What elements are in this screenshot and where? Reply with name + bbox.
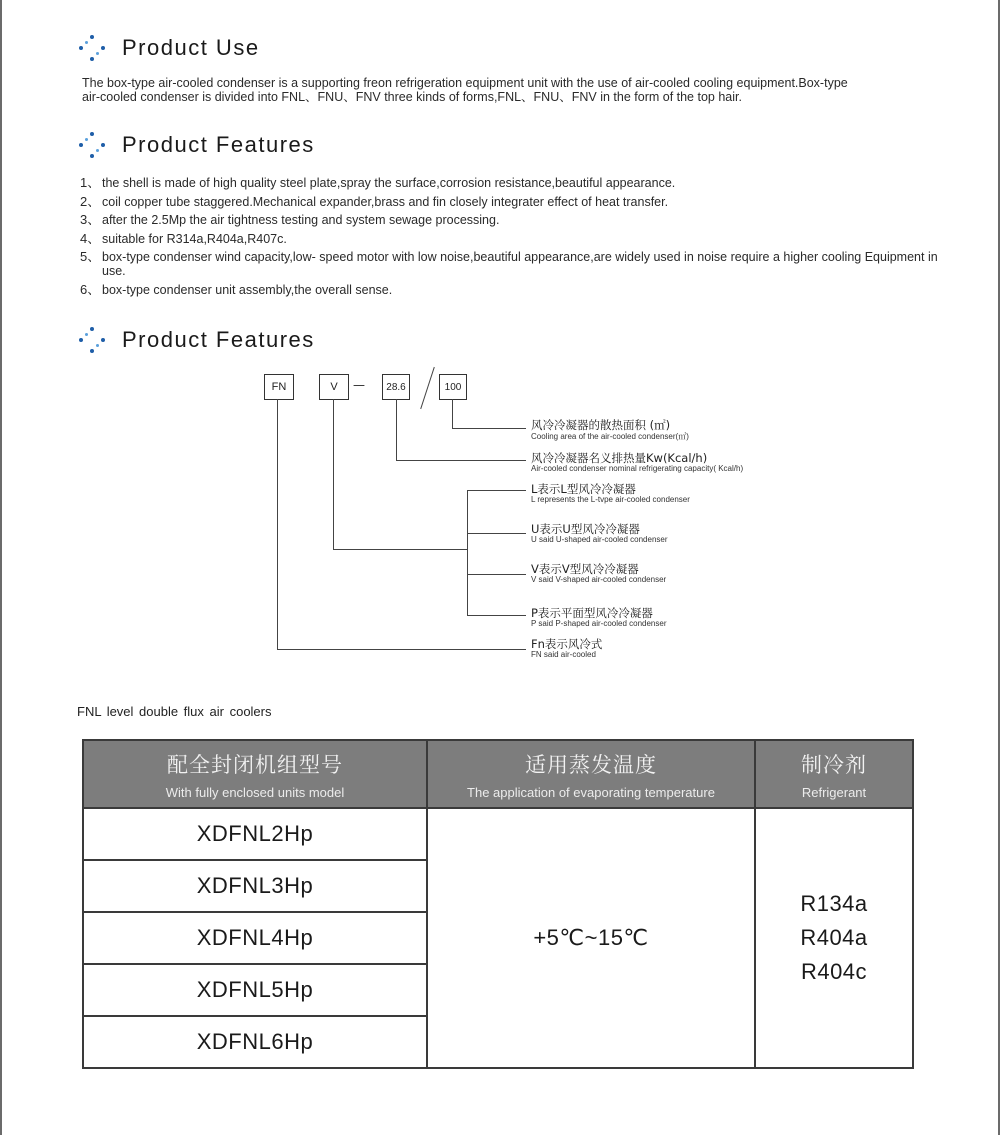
section-header-product-use [78, 34, 260, 62]
product-use-text [82, 76, 922, 104]
item-number: 4、 [80, 230, 101, 246]
connector-line [333, 549, 468, 550]
label-cn-l-type: L表示L型风冷冷凝器 [531, 482, 636, 496]
product-use-line-2: air-cooled condenser is divided into FNL、FNU、FNV three kinds of forms,FNL、FNU、FNV in the form of the top hair. [82, 90, 742, 104]
label-en-air-cooled: FN said air-cooled [531, 650, 596, 659]
connector-line [452, 399, 453, 429]
connector-line [467, 574, 526, 575]
connector-line [277, 399, 278, 650]
product-use-line-1: The box-type air-cooled condenser is a supporting freon refrigeration equipment unit with the use of air-cooled cooling equipment.Box-type [82, 76, 848, 90]
refrigerant-value: R404a [800, 925, 868, 950]
header-en: The application of evaporating temperature [467, 784, 715, 800]
connector-line [467, 533, 526, 534]
item-number: 5、 [80, 249, 101, 264]
list-item [80, 250, 940, 278]
bullet-dots-icon [78, 326, 106, 354]
model-cell: XDFNL2Hp [83, 808, 427, 860]
list-item [80, 283, 940, 297]
model-cell: XDFNL3Hp [83, 860, 427, 912]
code-slash [420, 367, 435, 409]
connector-line [467, 615, 526, 616]
refrigerant-value: R404c [800, 959, 868, 984]
column-header-model [83, 740, 427, 808]
header-en: Refrigerant [801, 784, 867, 800]
header-cn: 制冷剂 [801, 752, 867, 777]
connector-line [467, 490, 468, 615]
list-item [80, 176, 940, 190]
code-box-fn: FN [264, 374, 294, 400]
model-cell: XDFNL4Hp [83, 912, 427, 964]
column-header-refrigerant [755, 740, 913, 808]
section-header-model-code [78, 326, 315, 354]
header-cn: 配全封闭机组型号 [167, 752, 343, 777]
bullet-dots-icon [78, 131, 106, 159]
item-number: 6、 [80, 281, 101, 297]
table-header-row [83, 740, 913, 808]
connector-line [333, 399, 334, 550]
item-text: box-type condenser unit assembly,the overall sense. [102, 282, 393, 297]
model-code-diagram [0, 360, 1000, 670]
item-text: coil copper tube staggered.Mechanical expander,brass and fin closely integrater effect of heat transfer. [102, 194, 669, 209]
table-caption: FNL level double flux air coolers [77, 704, 272, 719]
label-en-v-type: V said V-shaped air-cooled condenser [531, 575, 667, 584]
item-text: after the 2.5Mp the air tightness testing and system sewage processing. [102, 213, 500, 227]
item-text: suitable for R314a,R404a,R407c. [102, 231, 287, 246]
section-title: Product Use [122, 35, 260, 60]
label-en-capacity: Air-cooled condenser nominal refrigerating capacity( Kcal/h) [531, 464, 744, 473]
features-list [80, 176, 940, 301]
header-cn: 适用蒸发温度 [525, 752, 657, 777]
label-en-l-type: L represents the L-tvpe air-cooled condenser [531, 495, 690, 504]
table-row [83, 808, 913, 860]
item-number: 1、 [80, 175, 101, 190]
label-cn-air-cooled: Fn表示风冷式 [531, 637, 603, 651]
spec-table [82, 739, 914, 1069]
model-cell: XDFNL5Hp [83, 964, 427, 1016]
section-title: Product Features [122, 132, 315, 157]
label-cn-v-type: V表示V型风冷冷凝器 [531, 562, 639, 576]
label-cn-u-type: U表示U型风冷冷凝器 [531, 522, 640, 536]
list-item [80, 213, 940, 227]
item-number: 2、 [80, 193, 101, 209]
connector-line [277, 649, 526, 650]
code-box-area: 100 [439, 374, 467, 400]
connector-line [396, 399, 397, 461]
code-box-capacity: 28.6 [382, 374, 410, 400]
label-cn-area: 风冷冷凝器的散热面积 (㎡) [531, 418, 671, 432]
item-text: the shell is made of high quality steel plate,spray the surface,corrosion resistance,beautiful appearance. [102, 176, 676, 190]
label-en-area: Cooling area of the air-cooled condenser(㎡) [531, 432, 689, 441]
refrigerant-value: R134a [800, 891, 868, 916]
connector-line [467, 490, 526, 491]
label-en-p-type: P said P-shaped air-cooled condenser [531, 619, 667, 628]
refrigerant-cell [755, 808, 913, 1068]
label-cn-capacity: 风冷冷凝器名义排热量Kw(Kcal/h) [531, 451, 708, 465]
header-en: With fully enclosed units model [165, 784, 345, 800]
list-item [80, 195, 940, 209]
section-header-product-features [78, 131, 315, 159]
item-text: box-type condenser wind capacity,low- speed motor with low noise,beautiful appearance,are widely used in noise require a higher cooling Equipment in use. [102, 250, 938, 278]
section-title: Product Features [122, 327, 315, 352]
label-cn-p-type: P表示平面型风冷冷凝器 [531, 606, 653, 620]
item-number: 3、 [80, 212, 101, 227]
model-cell: XDFNL6Hp [83, 1016, 427, 1068]
connector-line [452, 428, 526, 429]
code-box-type: V [319, 374, 349, 400]
column-header-temperature [427, 740, 755, 808]
temperature-cell: +5℃~15℃ [427, 808, 755, 1068]
code-dash: — [353, 378, 365, 392]
list-item [80, 232, 940, 246]
label-en-u-type: U said U-shaped air-cooled condenser [531, 535, 668, 544]
connector-line [396, 460, 526, 461]
bullet-dots-icon [78, 34, 106, 62]
